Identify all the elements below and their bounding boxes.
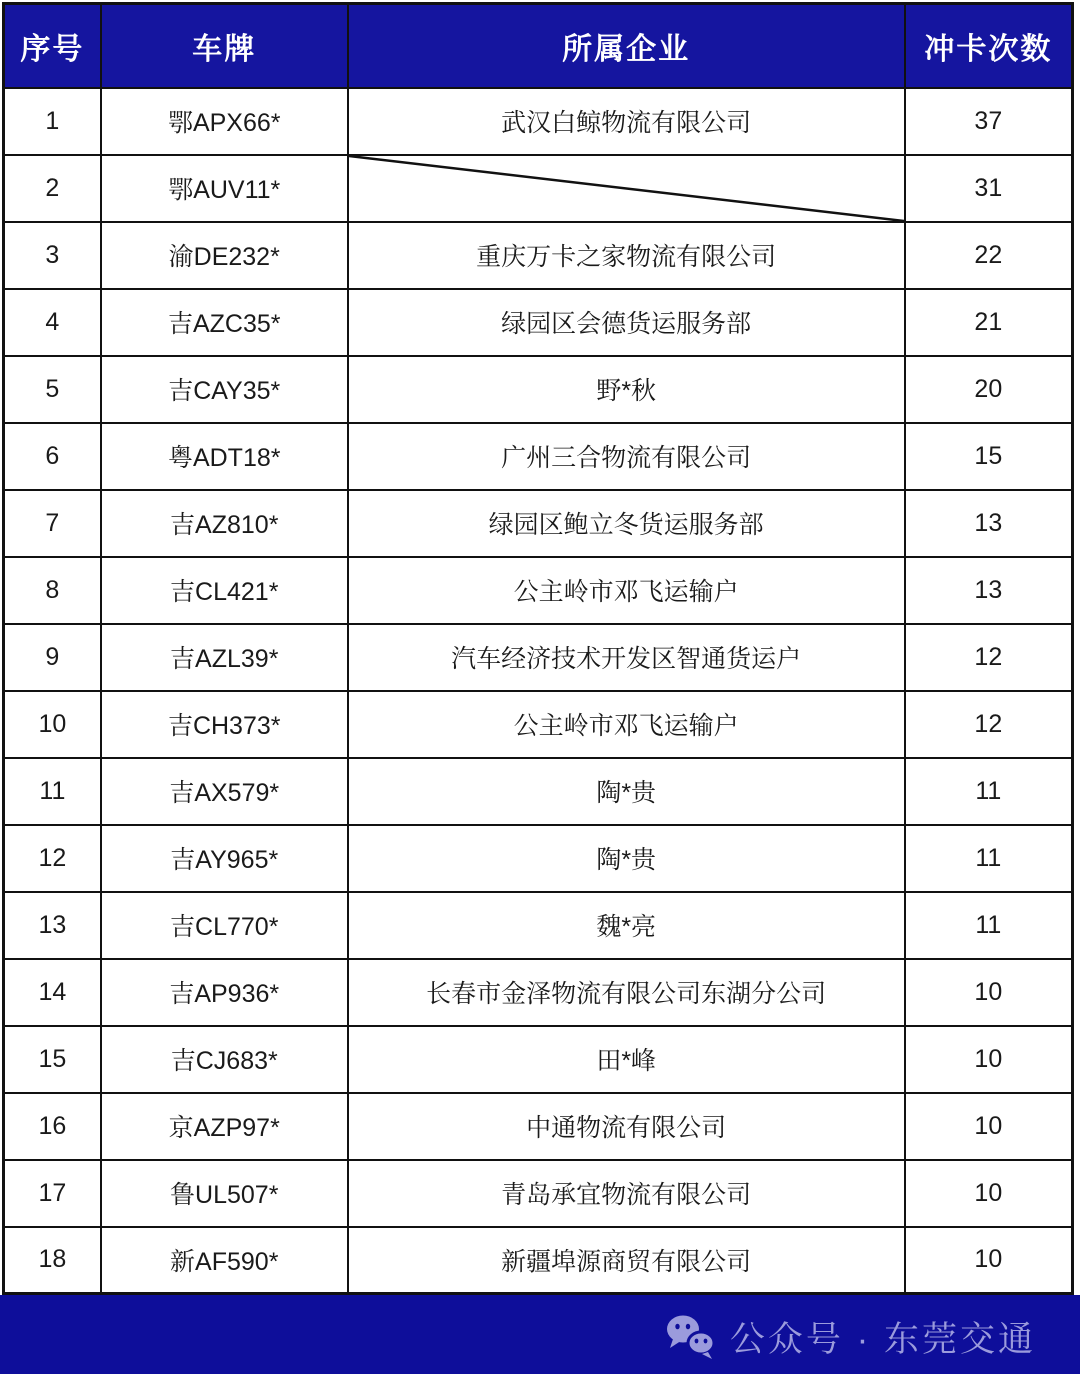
table-row — [4, 222, 1073, 289]
table-body — [4, 88, 1073, 1294]
table-row — [4, 289, 1073, 356]
company-cell: 野*秋 — [348, 356, 905, 423]
table-row — [4, 624, 1073, 691]
row-index-cell: 6 — [4, 423, 101, 490]
row-index-cell: 17 — [4, 1160, 101, 1227]
row-index-cell: 11 — [4, 758, 101, 825]
company-cell: 广州三合物流有限公司 — [348, 423, 905, 490]
row-index-cell: 18 — [4, 1227, 101, 1294]
plate-cell: 鄂APX66* — [101, 88, 348, 155]
count-cell: 10 — [905, 1160, 1073, 1227]
row-index-cell: 2 — [4, 155, 101, 222]
plate-cell: 吉CJ683* — [101, 1026, 348, 1093]
plate-cell: 吉CL770* — [101, 892, 348, 959]
count-cell: 10 — [905, 1093, 1073, 1160]
company-cell: 公主岭市邓飞运输户 — [348, 691, 905, 758]
count-cell: 10 — [905, 1026, 1073, 1093]
table-row — [4, 155, 1073, 222]
wechat-icon — [664, 1313, 716, 1361]
company-cell: 武汉白鲸物流有限公司 — [348, 88, 905, 155]
plate-cell: 吉AY965* — [101, 825, 348, 892]
table-row — [4, 825, 1073, 892]
plate-cell: 吉AZC35* — [101, 289, 348, 356]
count-cell: 11 — [905, 758, 1073, 825]
table-row — [4, 1227, 1073, 1294]
company-cell: 重庆万卡之家物流有限公司 — [348, 222, 905, 289]
company-cell — [348, 155, 905, 222]
company-cell: 陶*贵 — [348, 758, 905, 825]
count-cell: 15 — [905, 423, 1073, 490]
company-cell: 陶*贵 — [348, 825, 905, 892]
company-cell: 魏*亮 — [348, 892, 905, 959]
table-row — [4, 557, 1073, 624]
table-row — [4, 1093, 1073, 1160]
plate-cell: 鲁UL507* — [101, 1160, 348, 1227]
company-cell: 汽车经济技术开发区智通货运户 — [348, 624, 905, 691]
count-cell: 12 — [905, 624, 1073, 691]
header-cell-count: 冲卡次数 — [905, 4, 1073, 88]
row-index-cell: 7 — [4, 490, 101, 557]
diagonal-strike-line — [349, 156, 904, 221]
count-cell: 12 — [905, 691, 1073, 758]
row-index-cell: 10 — [4, 691, 101, 758]
table-row — [4, 423, 1073, 490]
count-cell: 37 — [905, 88, 1073, 155]
count-cell: 20 — [905, 356, 1073, 423]
count-cell: 31 — [905, 155, 1073, 222]
row-index-cell: 5 — [4, 356, 101, 423]
footer-label: 公众号 · 东莞交通 — [729, 1320, 1036, 1359]
plate-cell: 吉AP936* — [101, 959, 348, 1026]
count-cell: 11 — [905, 825, 1073, 892]
plate-cell: 鄂AUV11* — [101, 155, 348, 222]
count-cell: 10 — [905, 959, 1073, 1026]
count-cell: 22 — [905, 222, 1073, 289]
header-cell-plate: 车牌 — [101, 4, 348, 88]
table-row — [4, 1160, 1073, 1227]
header-cell-company: 所属企业 — [348, 4, 905, 88]
plate-cell: 吉AZL39* — [101, 624, 348, 691]
plate-cell: 吉CH373* — [101, 691, 348, 758]
table-row — [4, 490, 1073, 557]
plate-cell: 吉CL421* — [101, 557, 348, 624]
footer-banner — [0, 1295, 1080, 1374]
company-cell: 青岛承宜物流有限公司 — [348, 1160, 905, 1227]
table-header — [4, 4, 1073, 88]
row-index-cell: 9 — [4, 624, 101, 691]
table-row — [4, 356, 1073, 423]
plate-cell: 新AF590* — [101, 1227, 348, 1294]
row-index-cell: 14 — [4, 959, 101, 1026]
row-index-cell: 15 — [4, 1026, 101, 1093]
violation-rank-table — [2, 2, 1074, 1295]
count-cell: 10 — [905, 1227, 1073, 1294]
header-cell-index: 序号 — [4, 4, 101, 88]
count-cell: 21 — [905, 289, 1073, 356]
table-header-row — [4, 4, 1073, 88]
row-index-cell: 3 — [4, 222, 101, 289]
table-row — [4, 691, 1073, 758]
table-row — [4, 959, 1073, 1026]
plate-cell: 京AZP97* — [101, 1093, 348, 1160]
row-index-cell: 8 — [4, 557, 101, 624]
plate-cell: 吉AZ810* — [101, 490, 348, 557]
table-row — [4, 1026, 1073, 1093]
count-cell: 11 — [905, 892, 1073, 959]
company-cell: 田*峰 — [348, 1026, 905, 1093]
company-cell: 绿园区鲍立冬货运服务部 — [348, 490, 905, 557]
row-index-cell: 12 — [4, 825, 101, 892]
company-cell: 中通物流有限公司 — [348, 1093, 905, 1160]
table-row — [4, 88, 1073, 155]
plate-cell: 粤ADT18* — [101, 423, 348, 490]
company-cell: 公主岭市邓飞运输户 — [348, 557, 905, 624]
count-cell: 13 — [905, 490, 1073, 557]
row-index-cell: 4 — [4, 289, 101, 356]
table-row — [4, 892, 1073, 959]
row-index-cell: 16 — [4, 1093, 101, 1160]
plate-cell: 吉CAY35* — [101, 356, 348, 423]
table-row — [4, 758, 1073, 825]
count-cell: 13 — [905, 557, 1073, 624]
row-index-cell: 13 — [4, 892, 101, 959]
company-cell: 绿园区会德货运服务部 — [348, 289, 905, 356]
company-cell: 新疆埠源商贸有限公司 — [348, 1227, 905, 1294]
plate-cell: 吉AX579* — [101, 758, 348, 825]
plate-cell: 渝DE232* — [101, 222, 348, 289]
company-cell: 长春市金泽物流有限公司东湖分公司 — [348, 959, 905, 1026]
row-index-cell: 1 — [4, 88, 101, 155]
